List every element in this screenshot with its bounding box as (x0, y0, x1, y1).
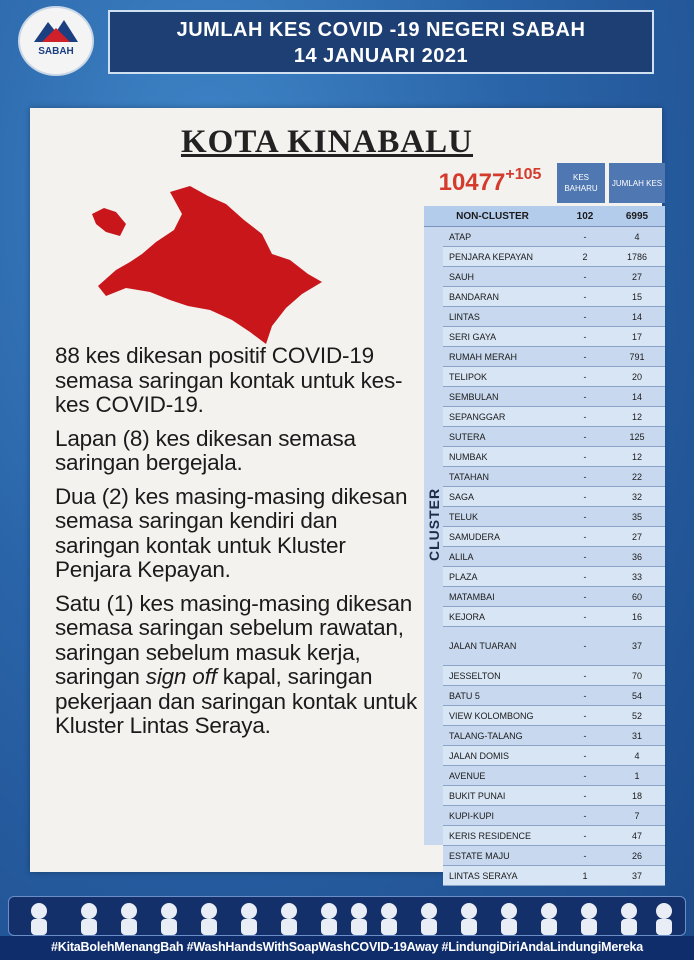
cluster-name: SERI GAYA (449, 331, 497, 342)
table-row (443, 527, 665, 547)
cluster-name: JESSELTON (449, 670, 501, 681)
cluster-new-cases: - (583, 690, 587, 701)
cluster-new-cases: - (583, 710, 587, 721)
cluster-name: TATAHAN (449, 471, 489, 482)
cluster-name: KERIS RESIDENCE (449, 830, 532, 841)
sabah-health-logo (18, 6, 94, 76)
cluster-name: AVENUE (449, 770, 486, 781)
table-row (443, 806, 665, 826)
cluster-new-cases: - (583, 471, 587, 482)
table-row (443, 706, 665, 726)
cluster-total-cases: 37 (631, 641, 642, 651)
cluster-total-cases: 12 (631, 451, 642, 462)
cluster-new-cases: - (583, 790, 587, 801)
cluster-total-cases: 14 (631, 391, 642, 402)
header-date: 14 JANUARI 2021 (293, 45, 469, 67)
table-row (443, 686, 665, 706)
cluster-total-cases: 20 (631, 371, 642, 382)
page-header (108, 10, 654, 74)
cluster-name: JALAN TUARAN (449, 641, 517, 651)
cluster-name: LINTAS SERAYA (449, 870, 518, 881)
total-increase: +105 (505, 166, 542, 183)
cluster-new-cases: - (583, 331, 587, 342)
cluster-name: RUMAH MERAH (449, 351, 518, 362)
cluster-name: SAUH (449, 271, 475, 282)
cluster-name: TELUK (449, 511, 479, 522)
cluster-new-cases: - (583, 750, 587, 761)
total-cumulative: 10477 (438, 169, 506, 196)
table-row (443, 327, 665, 347)
cluster-total-cases: 1 (634, 770, 640, 781)
table-row (443, 227, 665, 247)
table-row (443, 766, 665, 786)
cluster-new-cases: - (583, 371, 587, 382)
table-row (443, 307, 665, 327)
cluster-total-cases: 70 (631, 670, 642, 681)
cluster-name: MATAMBAI (449, 591, 495, 602)
table-row (443, 447, 665, 467)
cluster-new-cases: - (583, 810, 587, 821)
cluster-new-cases: - (583, 571, 587, 582)
footer-illustration (8, 896, 686, 936)
cluster-total-cases: 4 (634, 231, 640, 242)
cluster-total-cases: 32 (631, 491, 642, 502)
cluster-total-cases: 52 (631, 710, 642, 721)
cluster-name: SUTERA (449, 431, 486, 442)
cluster-label: CLUSTER (426, 487, 442, 561)
cluster-table (443, 227, 665, 886)
cluster-name: SEPANGGAR (449, 411, 506, 422)
cluster-total-cases: 125 (629, 431, 645, 442)
table-row (443, 407, 665, 427)
cluster-new-cases: - (583, 641, 587, 651)
cluster-name: KUPI-KUPI (449, 810, 495, 821)
table-row (443, 627, 665, 666)
non-cluster-row (424, 206, 665, 227)
table-row (443, 567, 665, 587)
logo-text: SABAH (38, 46, 74, 57)
cluster-new-cases: - (583, 850, 587, 861)
table-row (443, 726, 665, 746)
cluster-name: ALILA (449, 551, 474, 562)
cluster-name: BATU 5 (449, 690, 480, 701)
cluster-total-cases: 22 (631, 471, 642, 482)
cluster-total-cases: 37 (631, 870, 642, 881)
cluster-new-cases: - (583, 511, 587, 522)
cluster-name: SAGA (449, 491, 475, 502)
cluster-new-cases: - (583, 770, 587, 781)
logo-emblem-icon (20, 10, 92, 50)
cluster-name: LINTAS (449, 311, 480, 322)
cluster-new-cases: - (583, 351, 587, 362)
info-paragraph-4-italic: sign off (145, 664, 217, 689)
cluster-total-cases: 14 (631, 311, 642, 322)
cluster-name: JALAN DOMIS (449, 750, 510, 761)
cluster-total-cases: 1786 (626, 251, 648, 262)
cluster-name: SAMUDERA (449, 531, 501, 542)
table-row (443, 607, 665, 627)
cluster-new-cases: 1 (582, 870, 588, 881)
cluster-total-cases: 15 (631, 291, 642, 302)
cluster-new-cases: - (583, 431, 587, 442)
cluster-total-cases: 27 (631, 531, 642, 542)
cluster-total-cases: 4 (634, 750, 640, 761)
table-row (443, 507, 665, 527)
table-row (443, 846, 665, 866)
cluster-new-cases: - (583, 611, 587, 622)
cluster-name: TALANG-TALANG (449, 730, 523, 741)
cluster-total-cases: 791 (629, 351, 645, 362)
cluster-name: PLAZA (449, 571, 478, 582)
cluster-new-cases: - (583, 491, 587, 502)
page-title: KOTA KINABALU (180, 124, 474, 160)
table-row (443, 786, 665, 806)
total-cases (425, 163, 555, 203)
cluster-new-cases: - (583, 411, 587, 422)
cluster-total-cases: 7 (634, 810, 640, 821)
info-paragraph-2: Lapan (8) kes dikesan semasa saringan bergejala. (55, 425, 356, 475)
non-cluster-total: 6995 (625, 210, 649, 222)
cluster-name: NUMBAK (449, 451, 488, 462)
cluster-name: PENJARA KEPAYAN (449, 251, 534, 262)
cluster-new-cases: - (583, 271, 587, 282)
cluster-new-cases: 2 (582, 251, 588, 262)
table-row (443, 826, 665, 846)
cluster-new-cases: - (583, 311, 587, 322)
cluster-total-cases: 26 (631, 850, 642, 861)
table-row (443, 746, 665, 766)
cluster-new-cases: - (583, 391, 587, 402)
cluster-name: TELIPOK (449, 371, 488, 382)
cluster-new-cases: - (583, 531, 587, 542)
table-row (443, 287, 665, 307)
cluster-name: SEMBULAN (449, 391, 499, 402)
footer-hashtags: #KitaBolehMenangBah #WashHandsWithSoapWashCOVID-19Away #LindungiDiriAndaLindungiMereka (0, 936, 694, 960)
cluster-name: BUKIT PUNAI (449, 790, 506, 801)
table-row (443, 467, 665, 487)
column-header-total: JUMLAH KES (609, 163, 665, 203)
cluster-total-cases: 35 (631, 511, 642, 522)
cluster-total-cases: 33 (631, 571, 642, 582)
cluster-total-cases: 16 (631, 611, 642, 622)
cluster-total-cases: 18 (631, 790, 642, 801)
cluster-name: KEJORA (449, 611, 486, 622)
cluster-total-cases: 31 (631, 730, 642, 741)
table-row (443, 666, 665, 686)
cluster-new-cases: - (583, 830, 587, 841)
non-cluster-new: 102 (576, 210, 594, 222)
cluster-new-cases: - (583, 451, 587, 462)
cluster-total-cases: 36 (631, 551, 642, 562)
info-paragraph-4 (55, 592, 425, 739)
table-row (443, 866, 665, 886)
people-silhouettes-icon (9, 897, 685, 935)
table-row (443, 347, 665, 367)
cluster-new-cases: - (583, 591, 587, 602)
cluster-total-cases: 60 (631, 591, 642, 602)
info-paragraph-3: Dua (2) kes masing-masing dikesan semasa saringan kendiri dan saringan kontak untuk Kluster Penjara Kepayan. (55, 483, 408, 582)
cluster-total-cases: 12 (631, 411, 642, 422)
cluster-name: VIEW KOLOMBONG (449, 710, 534, 721)
info-text (55, 344, 425, 748)
table-row (443, 267, 665, 287)
cluster-total-cases: 54 (631, 690, 642, 701)
info-paragraph-4a: Satu (1) kes masing-masing dikesan semasa saringan sebelum rawatan, saringan sebelum masuk kerja, saringan (55, 590, 413, 689)
cluster-total-cases: 17 (631, 331, 642, 342)
info-paragraph-4b: kapal, saringan pekerjaan dan saringan kontak untuk Kluster Lintas Seraya. (55, 664, 418, 738)
info-paragraph-1: 88 kes dikesan positif COVID-19 semasa saringan kontak untuk kes-kes COVID-19. (55, 343, 403, 417)
cluster-name: BANDARAN (449, 291, 500, 302)
table-row (443, 247, 665, 267)
table-row (443, 547, 665, 567)
table-row (443, 387, 665, 407)
cluster-new-cases: - (583, 551, 587, 562)
cluster-name: ESTATE MAJU (449, 850, 510, 861)
cluster-total-cases: 27 (631, 271, 642, 282)
table-row (443, 367, 665, 387)
cluster-new-cases: - (583, 231, 587, 242)
cluster-new-cases: - (583, 291, 587, 302)
table-row (443, 487, 665, 507)
kota-kinabalu-map-icon (86, 180, 348, 350)
table-row (443, 587, 665, 607)
column-header-new: KES BAHARU (557, 163, 605, 203)
header-title: JUMLAH KES COVID -19 NEGERI SABAH (176, 19, 586, 41)
non-cluster-name: NON-CLUSTER (456, 210, 529, 222)
table-row (443, 427, 665, 447)
cluster-name: ATAP (449, 231, 472, 242)
cluster-total-cases: 47 (631, 830, 642, 841)
cluster-new-cases: - (583, 670, 587, 681)
cluster-side-label (424, 227, 444, 845)
cluster-new-cases: - (583, 730, 587, 741)
